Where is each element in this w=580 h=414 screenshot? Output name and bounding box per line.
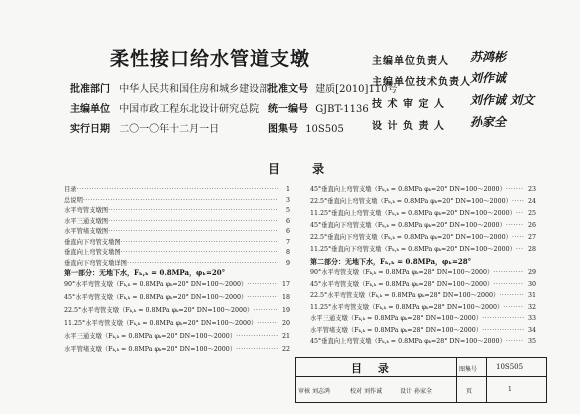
- role-reviewer: 技 术 审 定 人: [372, 99, 445, 110]
- toc-entry-title: 水平管堵支墩图: [64, 228, 109, 235]
- toc-entry-page: 22: [281, 346, 290, 353]
- toc-entry-title: 45°垂直向上弯管支墩（Fₖ,ₖ = 0.8MPa φₖ=20° DN=100～2000）: [310, 186, 506, 193]
- toc-row: [310, 326, 536, 336]
- toc-entry-page: 18: [281, 294, 290, 301]
- doc-title: 柔性接口给水管道支墩: [110, 48, 311, 70]
- toc-entry-page: 34: [527, 326, 536, 334]
- role-tech-head: 主编单位技术负责人: [372, 77, 471, 88]
- toc-row: [310, 268, 536, 278]
- toc-entry-page: 6: [285, 217, 290, 225]
- toc-entry-page: 9: [285, 259, 290, 267]
- toc-entry-title: 11.25°水平弯管支墩（Fₖ,ₖ = 0.8MPa φₖ=28° DN=100～2000）: [310, 303, 504, 311]
- toc-row: [310, 185, 536, 195]
- toc-row: [64, 227, 290, 237]
- toc-entry-page: 25: [527, 210, 536, 217]
- toc-entry-title: 水平三通支墩图: [64, 217, 109, 225]
- toc-row: [64, 280, 290, 290]
- toc-entry-title: 水平管堵支墩（Fₖ,ₖ = 0.8MPa φₖ=28° DN=100～2000）: [310, 326, 483, 334]
- toc-leader-dots: [236, 345, 278, 355]
- toc-entry-page: 7: [285, 238, 290, 246]
- toc-leader-dots: [512, 233, 524, 243]
- editor-label: 主编单位: [70, 104, 110, 115]
- toc-leader-dots: [482, 326, 524, 336]
- signature-editor-head: 苏鸿彬: [470, 50, 507, 64]
- role-design-lead: 设 计 负 责 人: [372, 121, 445, 132]
- toc-row: [310, 337, 536, 347]
- tb-atlas-label: 图集号: [459, 366, 478, 373]
- signature-tech-head: 刘作诚: [470, 71, 507, 85]
- toc-entry-title: 目录: [64, 186, 77, 193]
- unified-no-line: [268, 100, 369, 115]
- toc-entry-title: 水平三通支墩（Fₖ,ₖ = 0.8MPa φₖ=20° DN=100～2000）: [64, 333, 237, 340]
- toc-row: [64, 332, 290, 342]
- toc-row: [64, 248, 290, 258]
- toc-row: [310, 209, 536, 219]
- toc-entry-page: 28: [527, 246, 536, 253]
- atlas-no-label: 图集号: [268, 124, 298, 135]
- toc-leader-dots: [506, 185, 524, 195]
- toc-entry-title: 22.5°垂直向上弯管支墩（Fₖ,ₖ = 0.8MPa φₖ=20° DN=100～2000）: [310, 198, 512, 205]
- toc-entry-title: 22.5°垂直向下弯管支墩（Fₖ,ₖ = 0.8MPa φₖ=20° DN=100～2000）: [310, 234, 512, 241]
- toc-entry-title: 11.25°水平弯管支墩（Fₖ,ₖ = 0.8MPa φₖ=20° DN=100～2000）: [64, 320, 258, 327]
- toc-leader-dots: [506, 221, 524, 231]
- tb-design-label: 设计: [400, 388, 413, 395]
- toc-row: [64, 238, 290, 248]
- toc-row: [310, 197, 536, 207]
- toc-entry-page: 5: [285, 207, 290, 214]
- tb-page: 1: [508, 386, 512, 393]
- toc-leader-dots: [247, 293, 278, 303]
- tb-design-name: 孙家全: [414, 388, 433, 395]
- toc-entry-page: 27: [527, 234, 536, 241]
- toc-leader-dots: [493, 268, 524, 278]
- signature-design-lead: 孙家全: [470, 115, 507, 129]
- date-line: [70, 120, 219, 135]
- toc-entry-title: 45°垂直向下弯管支墩（Fₖ,ₖ = 0.8MPa φₖ=20° DN=100～2000）: [310, 222, 506, 229]
- toc-leader-dots: [503, 303, 524, 313]
- approver-label: 批准部门: [70, 84, 110, 95]
- toc-entry-page: 33: [527, 315, 536, 322]
- toc-entry-page: 6: [285, 228, 290, 235]
- toc-row: [64, 217, 290, 227]
- part1-heading: 第一部分：无地下水，Fₖ,ₖ = 0.8MPa，φₖ=20°: [64, 268, 226, 277]
- toc-row: [310, 280, 536, 290]
- toc-entry-page: 19: [281, 307, 290, 314]
- toc-row: [64, 196, 290, 206]
- toc-row: [310, 233, 536, 243]
- toc-entry-title: 45°水平弯管支墩（Fₖ,ₖ = 0.8MPa φₖ=28° DN=100～2000）: [310, 280, 494, 288]
- toc-leader-dots: [108, 206, 278, 216]
- toc-entry-title: 11.25°垂直向上弯管支墩（Fₖ,ₖ = 0.8MPa φₖ=20° DN=100～2000）: [310, 210, 516, 217]
- tb-page-label: 页: [466, 388, 473, 395]
- toc-leader-dots: [108, 217, 278, 227]
- toc-heading: 目 录: [268, 162, 339, 176]
- toc-entry-page: 21: [281, 333, 290, 340]
- toc-entry-title: 水平管堵支墩（Fₖ,ₖ = 0.8MPa φₖ=20° DN=100～2000）: [64, 346, 237, 353]
- toc-entry-title: 22.5°水平弯管支墩（Fₖ,ₖ = 0.8MPa φₖ=28° DN=100～2000）: [310, 292, 500, 299]
- toc-entry-page: 3: [285, 196, 290, 204]
- atlas-no-line: [268, 120, 344, 135]
- toc-entry-title: 水平弯管支墩图: [64, 207, 109, 214]
- toc-entry-page: 23: [527, 186, 536, 193]
- toc-leader-dots: [83, 196, 278, 206]
- toc-leader-dots: [253, 306, 278, 316]
- toc-leader-dots: [499, 291, 524, 301]
- toc-leader-dots: [493, 280, 524, 290]
- role-editor-head: 主编单位负责人: [372, 56, 449, 67]
- toc-entry-title: 垂直向下弯管支墩图: [64, 238, 121, 246]
- toc-row: [310, 314, 536, 324]
- toc-entry-page: 31: [527, 292, 536, 299]
- toc-entry-title: 垂直向上弯管支墩图: [64, 249, 121, 256]
- tb-title: 目 录: [351, 362, 395, 375]
- title-block: [295, 357, 547, 403]
- toc-row: [64, 293, 290, 303]
- toc-row: [64, 345, 290, 355]
- toc-entry-page: 26: [527, 222, 536, 229]
- toc-entry-title: 水平三通支墩（Fₖ,ₖ = 0.8MPa φₖ=28° DN=100～2000）: [310, 315, 483, 322]
- toc-row: [64, 306, 290, 316]
- atlas-no: 10S505: [305, 124, 344, 135]
- approver-line: [70, 80, 269, 95]
- toc-leader-dots: [121, 248, 278, 258]
- editor: 中国市政工程东北设计研究总院: [119, 104, 260, 115]
- toc-row: [310, 245, 536, 255]
- toc-leader-dots: [77, 185, 278, 195]
- toc-entry-page: 1: [285, 186, 290, 193]
- toc-entry-title: 90°水平弯管支墩（Fₖ,ₖ = 0.8MPa φₖ=20° DN=100～2000）: [64, 281, 248, 288]
- approval-doc-label: 批准文号: [268, 84, 308, 95]
- toc-entry-page: 24: [527, 198, 536, 205]
- date-label: 实行日期: [70, 124, 110, 135]
- toc-entry-page: 17: [281, 281, 290, 288]
- approval-doc: 建质[2010]110号: [315, 84, 398, 95]
- toc-entry-page: 29: [527, 269, 536, 276]
- tb-atlas: 10S505: [496, 363, 524, 371]
- toc-row: [310, 221, 536, 231]
- toc-leader-dots: [236, 332, 278, 342]
- toc-leader-dots: [516, 245, 524, 255]
- toc-entry-page: 35: [527, 338, 536, 345]
- toc-leader-dots: [127, 259, 278, 269]
- tb-check-label: 校对: [350, 388, 363, 395]
- toc-entry-page: 20: [281, 320, 290, 327]
- toc-entry-title: 45°垂直向上弯管支墩（Fₖ,ₖ = 0.8MPa φₖ=28° DN=100～2000）: [310, 338, 506, 345]
- toc-entry-title: 垂直向下弯管支墩详图: [64, 259, 127, 267]
- toc-leader-dots: [257, 319, 278, 329]
- toc-entry-title: 45°水平弯管支墩（Fₖ,ₖ = 0.8MPa φₖ=20° DN=100～2000）: [64, 294, 248, 301]
- toc-entry-title: 90°水平弯管支墩（Fₖ,ₖ = 0.8MPa φₖ=28° DN=100～2000）: [310, 269, 494, 276]
- tb-review-label: 审核: [298, 388, 311, 395]
- toc-entry-page: 8: [285, 249, 290, 256]
- toc-leader-dots: [247, 280, 278, 290]
- unified-no-label: 统一编号: [268, 104, 308, 115]
- toc-entry-title: 总说明: [64, 196, 83, 204]
- toc-entry-title: 22.5°水平弯管支墩（Fₖ,ₖ = 0.8MPa φₖ=20° DN=100～2000）: [64, 307, 254, 314]
- tb-check-name: 刘作诚: [364, 388, 383, 395]
- editor-line: [70, 100, 259, 115]
- toc-row: [64, 185, 290, 195]
- toc-leader-dots: [108, 227, 278, 237]
- toc-row: [310, 291, 536, 301]
- date: 二〇一〇年十二月一日: [119, 124, 220, 135]
- approver: 中华人民共和国住房和城乡建设部: [119, 84, 270, 95]
- toc-leader-dots: [121, 238, 278, 248]
- toc-entry-page: 32: [527, 303, 536, 311]
- toc-row: [64, 319, 290, 329]
- signature-reviewer: 刘作诚 刘文: [470, 93, 535, 107]
- toc-leader-dots: [516, 209, 524, 219]
- toc-entry-page: 30: [527, 280, 536, 288]
- unified-no: GJBT-1136: [315, 104, 369, 115]
- tb-review-name: 刘志鸿: [312, 388, 331, 395]
- toc-entry-title: 11.25°垂直向下弯管支墩（Fₖ,ₖ = 0.8MPa φₖ=20° DN=100～2000）: [310, 246, 516, 253]
- toc-row: [310, 303, 536, 313]
- toc-leader-dots: [482, 314, 524, 324]
- toc-row: [64, 259, 290, 269]
- toc-leader-dots: [506, 337, 524, 347]
- toc-leader-dots: [512, 197, 524, 207]
- toc-row: [64, 206, 290, 216]
- part2-heading: 第二部分：无地下水，Fₖ,ₖ = 0.8MPa，φₖ=28°: [310, 257, 472, 266]
